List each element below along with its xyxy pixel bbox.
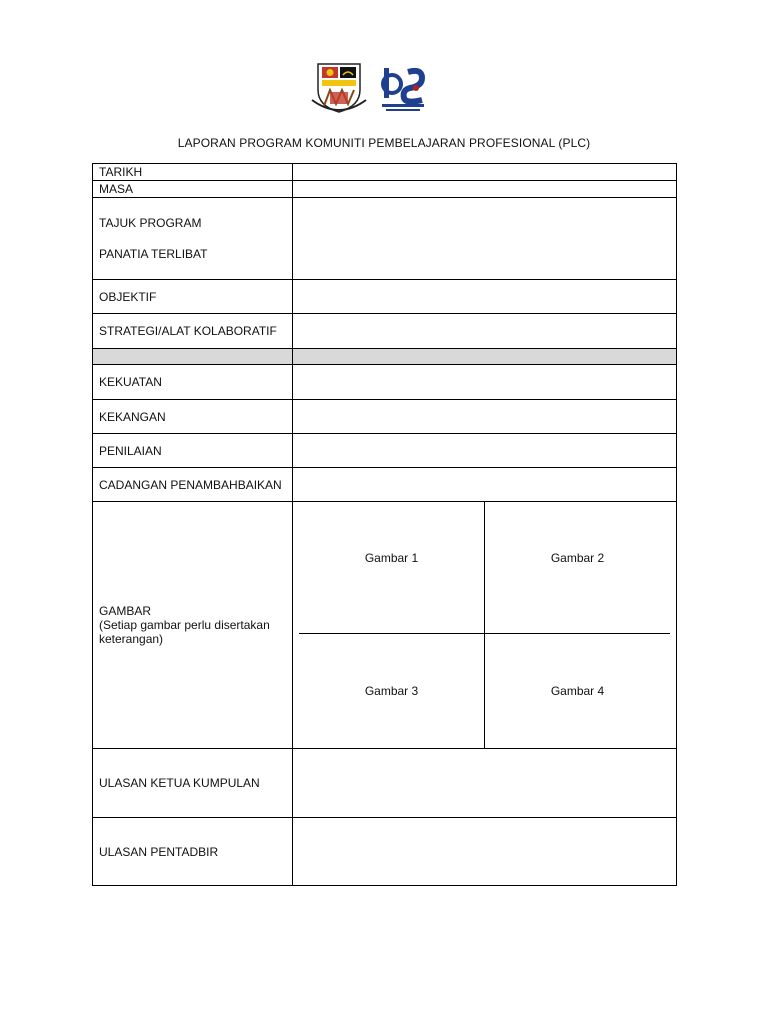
row-objektif xyxy=(93,280,677,314)
row-gambar xyxy=(93,502,677,749)
field-tajuk-program[interactable] xyxy=(293,198,677,280)
row-strategi xyxy=(93,314,677,349)
field-cadangan[interactable] xyxy=(293,468,677,502)
label-panatia-terlibat: PANATIA TERLIBAT xyxy=(99,247,208,261)
row-ulasan-ketua xyxy=(93,749,677,818)
field-objektif[interactable] xyxy=(293,280,677,314)
photo-slot-4[interactable]: Gambar 4 xyxy=(485,633,671,748)
field-masa[interactable] xyxy=(293,181,677,198)
photo-slot-1[interactable]: Gambar 1 xyxy=(299,502,485,633)
header-logos xyxy=(0,60,768,116)
label-penilaian: PENILAIAN xyxy=(93,434,293,468)
shaded-cell-left xyxy=(93,349,293,365)
row-kekangan xyxy=(93,400,677,434)
page-title: LAPORAN PROGRAM KOMUNITI PEMBELAJARAN PROFESIONAL (PLC) xyxy=(177,136,591,150)
label-gambar-note: (Setiap gambar perlu disertakan keterangan) xyxy=(99,618,270,646)
row-ulasan-pentadbir xyxy=(93,818,677,886)
label-ulasan-ketua: ULASAN KETUA KUMPULAN xyxy=(93,749,293,818)
field-strategi[interactable] xyxy=(293,314,677,349)
label-tajuk-panatia xyxy=(93,198,293,280)
label-masa: MASA xyxy=(93,181,293,198)
label-gambar: GAMBAR xyxy=(99,604,152,618)
field-ulasan-pentadbir[interactable] xyxy=(293,818,677,886)
label-gambar-cell xyxy=(93,502,293,749)
label-objektif: OBJEKTIF xyxy=(93,280,293,314)
label-kekangan: KEKANGAN xyxy=(93,400,293,434)
row-tajuk-program xyxy=(93,198,677,280)
label-ulasan-pentadbir: ULASAN PENTADBIR xyxy=(93,818,293,886)
row-masa xyxy=(93,181,677,198)
photo-slot-2[interactable]: Gambar 2 xyxy=(485,502,671,633)
label-kekuatan: KEKUATAN xyxy=(93,365,293,400)
row-penilaian xyxy=(93,434,677,468)
label-strategi: STRATEGI/ALAT KOLABORATIF xyxy=(93,314,293,349)
field-kekangan[interactable] xyxy=(293,400,677,434)
row-tarikh xyxy=(93,164,677,181)
photo-grid-cell xyxy=(293,502,677,749)
photo-slot-3[interactable]: Gambar 3 xyxy=(299,633,485,748)
label-tarikh: TARIKH xyxy=(93,164,293,181)
photo-grid xyxy=(299,502,670,748)
shaded-cell-right xyxy=(293,349,677,365)
field-tarikh[interactable] xyxy=(293,164,677,181)
field-penilaian[interactable] xyxy=(293,434,677,468)
field-kekuatan[interactable] xyxy=(293,365,677,400)
label-tajuk-program: TAJUK PROGRAM xyxy=(99,216,202,230)
report-form-table xyxy=(92,163,677,886)
school-crest-logo xyxy=(310,60,368,116)
row-kekuatan xyxy=(93,365,677,400)
label-cadangan: CADANGAN PENAMBAHBAIKAN xyxy=(93,468,293,502)
field-ulasan-ketua[interactable] xyxy=(293,749,677,818)
row-cadangan xyxy=(93,468,677,502)
education-dept-logo xyxy=(378,62,428,114)
row-shaded-divider xyxy=(93,349,677,365)
